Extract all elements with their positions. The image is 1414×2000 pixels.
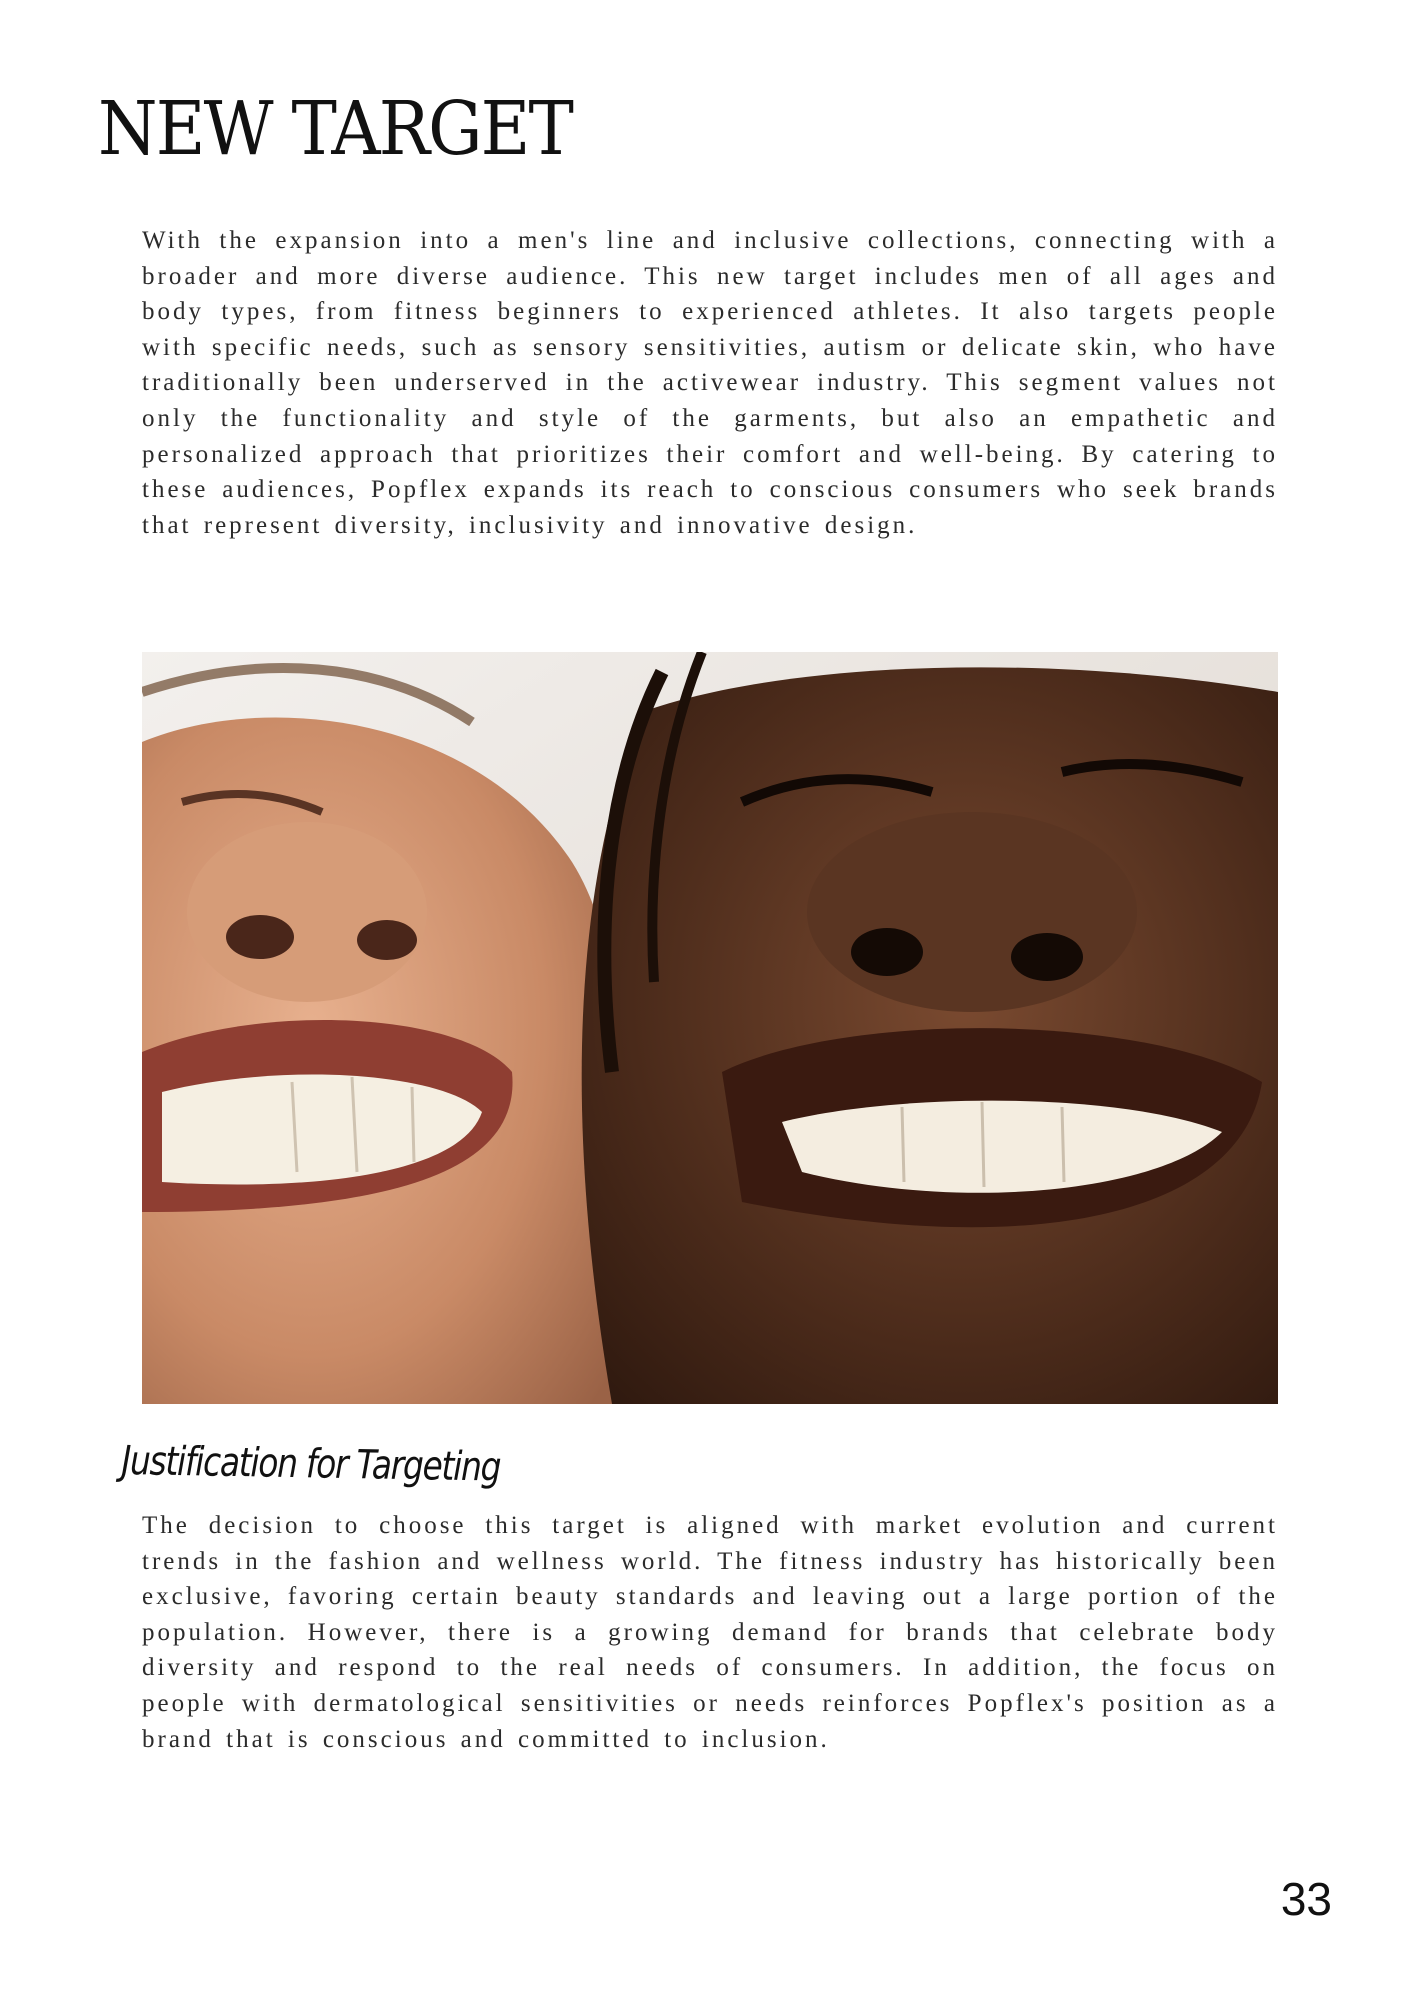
page-title: NEW TARGET (98, 86, 573, 172)
justification-heading: Justification for Targeting (121, 1438, 501, 1491)
justification-paragraph: The decision to choose this target is aligned with market evolution and current trends in the fashion and wellness world. The fitness industry has historically been exclusive, favoring certain beauty standards and leaving out a large portion of the population. However, there is a growing demand for brands that celebrate body diversity and respond to the real needs of consumers. In addition, the focus on people with dermatological sensitivities or needs reinforces Popflex's position as a brand that is conscious and committed to inclusion. (142, 1512, 1278, 1753)
page-number: 33 (1280, 1873, 1332, 1925)
intro-paragraph: With the expansion into a men's line and inclusive collections, connecting with a broader and more diverse audience. This new target includes men of all ages and body types, from fitness beginners to experienced athletes. It also targets people with specific needs, such as sensory sensitivities, autism or delicate skin, who have traditionally been underserved in the activewear industry. This segment values not only the functionality and style of the garments, but also an empathetic and personalized approach that prioritizes their comfort and well-being. By catering to these audiences, Popflex expands its reach to conscious consumers who seek brands that represent diversity, inclusivity and innovative design. (142, 227, 1278, 539)
smiling-faces-photo (142, 652, 1278, 1404)
